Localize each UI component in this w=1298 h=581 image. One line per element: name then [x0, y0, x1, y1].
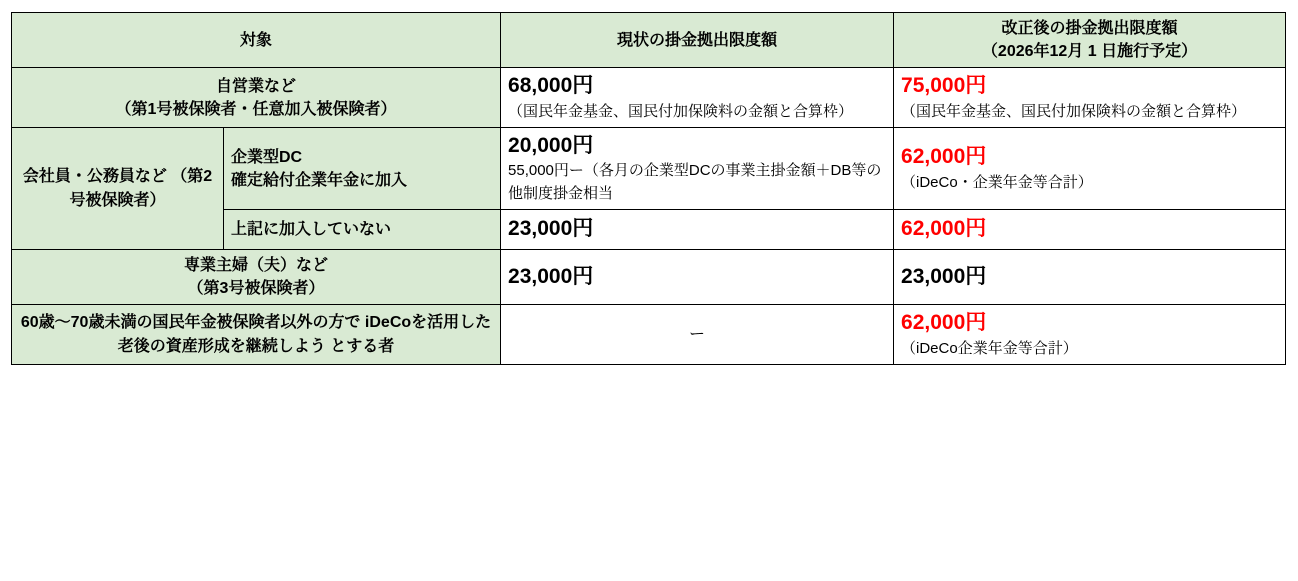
row2-current: [501, 128, 894, 210]
table-row: [12, 249, 1286, 304]
row1-revised-note: （国民年金基金、国民付加保険料の金額と合算枠）: [901, 102, 1247, 120]
row3-subcategory-line1: 上記に加入していない: [231, 221, 392, 239]
row5-revised-note: （iDeCo企業年金等合計）: [901, 339, 1078, 357]
contribution-limits-table: [11, 12, 1286, 365]
table-row: [12, 128, 1286, 210]
header-current-limit: 現状の掛金拠出限度額: [501, 13, 894, 68]
header-revised-sub: （2026年12月 1 日施行予定）: [981, 43, 1198, 61]
row2-subcategory-line2: 確定給付企業年金に加入: [231, 171, 408, 189]
table-row: [12, 68, 1286, 128]
row1-current-amount: 68,000円: [508, 74, 594, 98]
row2-category-line1: 会社員・公務員など: [22, 168, 167, 186]
row2-subcategory-line1: 企業型DC: [231, 148, 303, 166]
row1-category-line2: （第1号被保険者・任意加入被保険者）: [115, 100, 397, 118]
row1-revised-amount: 75,000円: [901, 74, 987, 98]
document-canvas: [0, 12, 1298, 581]
row4-current-amount: 23,000円: [508, 264, 594, 288]
header-target: 対象: [12, 13, 501, 68]
row5-category-line2: iDeCoを活用した老後の資産形成を継続しよう: [117, 314, 492, 355]
row2-current-note: 55,000円ー（各月の企業型DCの事業主掛金額＋DB等の他制度掛金相当: [508, 162, 882, 202]
row5-category-line3: とする者: [330, 337, 395, 355]
row4-revised: [894, 249, 1286, 304]
row2-revised-note: （iDeCo・企業年金等合計）: [901, 173, 1093, 191]
header-revised-main: 改正後の掛金拠出限度額: [1001, 20, 1178, 37]
row5-current: ー: [501, 305, 894, 365]
row1-category: [12, 68, 501, 128]
row1-current-note: （国民年金基金、国民付加保険料の金額と合算枠）: [508, 102, 854, 120]
row4-current: [501, 249, 894, 304]
table-row: [12, 305, 1286, 365]
header-revised-limit: [894, 13, 1286, 68]
row2-category: [12, 128, 224, 250]
row2-revised-amount: 62,000円: [901, 145, 987, 169]
row1-revised: [894, 68, 1286, 128]
row3-revised: [894, 210, 1286, 249]
row3-current: [501, 210, 894, 249]
row4-revised-amount: 23,000円: [901, 264, 987, 288]
row2-revised: [894, 128, 1286, 210]
row2-category-line2: （第2号被保険者）: [69, 168, 213, 209]
row1-current: [501, 68, 894, 128]
row5-revised-amount: 62,000円: [901, 311, 987, 335]
row2-subcategory: [224, 128, 501, 210]
row1-category-line1: 自営業など: [216, 77, 297, 95]
row5-category-line1: 60歳〜70歳未満の国民年金被保険者以外の方で: [20, 314, 361, 332]
row4-category: [12, 249, 501, 304]
table-header-row: [12, 13, 1286, 68]
row3-revised-amount: 62,000円: [901, 217, 987, 241]
row2-current-amount: 20,000円: [508, 134, 594, 158]
row3-current-amount: 23,000円: [508, 217, 594, 241]
row5-revised: [894, 305, 1286, 365]
row5-category: [12, 305, 501, 365]
row4-category-line2: （第3号被保険者）: [187, 280, 325, 298]
row3-subcategory: [224, 210, 501, 249]
row4-category-line1: 専業主婦（夫）など: [184, 256, 329, 274]
